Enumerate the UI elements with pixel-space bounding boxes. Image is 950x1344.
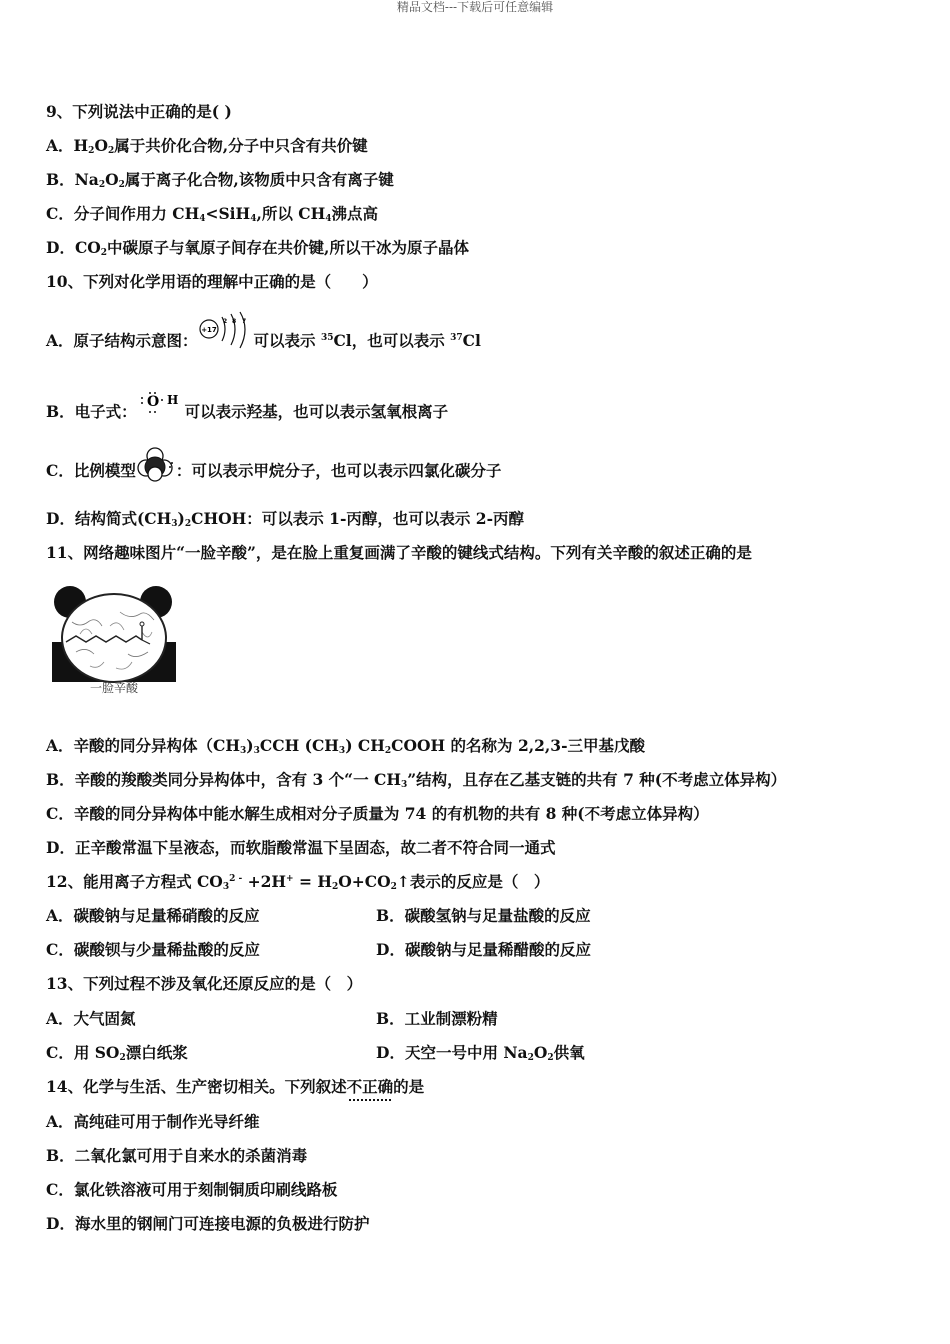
q10-stem: 10、下列对化学用语的理解中正确的是（ ） xyxy=(46,272,378,291)
q10-option-c: C．比例模型 ：可以表示甲烷分子，也可以表示四氯化碳分子 xyxy=(46,461,501,483)
q11-option-c: C．辛酸的同分异构体中能水解生成相对分子质量为 74 的有机物的共有 8 种(不考虑立体异构） xyxy=(46,804,709,823)
panda-face-image xyxy=(50,582,178,700)
q10-option-a: A．原子结构示意图： +17 2 8 7 可以表示 $^{35}$Cl，也可以表示 $^{37}$Cl xyxy=(46,331,481,351)
q10-option-d: D．结构简式$(CH_3)_2CHOH$：可以表示 1-丙醇，也可以表示 2-丙醇 xyxy=(46,509,524,529)
electron-formula xyxy=(137,390,185,420)
emphasis-not-correct: 不正确 xyxy=(346,1077,394,1096)
q12-stem: 12、能用离子方程式 $CO_3^{2 -} +2H^+$ = $H_2O+CO_2↑$表示的反应是（ ） xyxy=(46,872,550,892)
svg-text:7: 7 xyxy=(241,318,246,325)
q9-stem: 9、下列说法中正确的是( ) xyxy=(46,102,232,121)
q13-option-a: A．大气固氮 xyxy=(46,1009,136,1028)
svg-text:H: H xyxy=(166,393,178,407)
page-header: 精品文档---下载后可任意编辑 xyxy=(396,0,554,14)
svg-text:一脸辛酸: 一脸辛酸 xyxy=(89,681,139,695)
q14-stem: 14、化学与生活、生产密切相关。下列叙述不正确的是 xyxy=(46,1077,425,1096)
q14-option-a: A．高纯硅可用于制作光导纤维 xyxy=(46,1112,260,1131)
q12-option-d: D．碳酸钠与足量稀醋酸的反应 xyxy=(376,940,591,959)
q11-option-d: D．正辛酸常温下呈液态，而软脂酸常温下呈固态，故二者不符合同一通式 xyxy=(46,838,556,857)
q9-option-b: B．$Na_2O_2$属于离子化合物,该物质中只含有离子键 xyxy=(46,170,394,190)
q12-option-b: B．碳酸氢钠与足量盐酸的反应 xyxy=(376,906,591,925)
q11-stem: 11、网络趣味图片“一脸辛酸”，是在脸上重复画满了辛酸的键线式结构。下列有关辛酸的叙述正确的是 xyxy=(46,543,752,562)
q12-option-a: A．碳酸钠与足量稀硝酸的反应 xyxy=(46,906,260,925)
svg-text:+17: +17 xyxy=(200,326,217,334)
q11-option-b: B．辛酸的羧酸类同分异构体中，含有 3 个“一 $CH_3$”结构，且存在乙基支链的共有 7 种(不考虑立体异构） xyxy=(46,770,787,790)
q14-option-c: C．氯化铁溶液可用于刻制铜质印刷线路板 xyxy=(46,1180,338,1199)
atomic-structure-diagram xyxy=(198,311,254,351)
space-filling-model xyxy=(136,447,176,483)
svg-text:O: O xyxy=(146,394,159,410)
q13-option-d: D．天空一号中用 $Na_2O_2$供氧 xyxy=(376,1043,585,1063)
q13-option-b: B．工业制漂粉精 xyxy=(376,1009,498,1028)
q11-option-a: A．辛酸的同分异构体$(CH_3)_3CCH$ $(CH_3)$ $CH_2COOH$ 的名称为 2,2,3-三甲基戊酸 xyxy=(46,736,646,756)
q9-option-a: A．$H_2O_2$属于共价化合物,分子中只含有共价键 xyxy=(46,136,368,156)
q13-option-c: C．用 $SO_2$漂白纸浆 xyxy=(46,1043,188,1063)
q14-option-d: D．海水里的钢闸门可连接电源的负极进行防护 xyxy=(46,1214,370,1233)
svg-text:8: 8 xyxy=(231,318,236,325)
svg-text:2: 2 xyxy=(222,318,227,325)
q9-option-d: D．$CO_2$中碳原子与氧原子间存在共价键,所以干冰为原子晶体 xyxy=(46,238,469,258)
q14-option-b: B．二氧化氯可用于自来水的杀菌消毒 xyxy=(46,1146,308,1165)
q10-option-b: B．电子式： O H 可以表示羟基，也可以表示氢氧根离子 xyxy=(46,402,448,422)
q13-stem: 13、下列过程不涉及氧化还原反应的是（ ） xyxy=(46,974,363,993)
q9-option-c: C．分子间作用力 $CH_4<SiH_4$,所以 $CH_4$沸点高 xyxy=(46,204,379,224)
q12-option-c: C．碳酸钡与少量稀盐酸的反应 xyxy=(46,940,260,959)
